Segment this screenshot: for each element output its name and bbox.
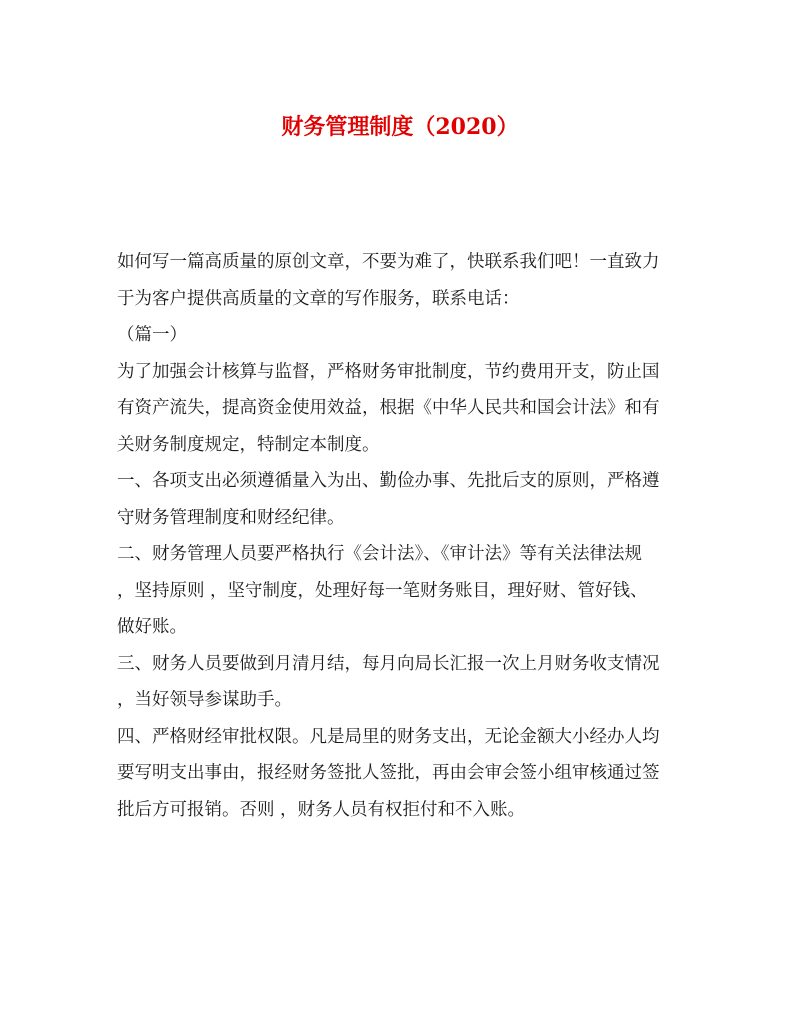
document-title: 财务管理制度（2020） (281, 114, 519, 140)
body-text-line: （篇一） (117, 325, 187, 345)
body-text-line: ，坚持原则 ，坚守制度，处理好每一笔财务账目，理好财、管好钱、 (117, 580, 648, 601)
body-text-line: 要写明支出事由，报经财务签批人签批，再由会审会签小组审核通过签 (117, 763, 660, 783)
body-text-line: 做好账。 (117, 617, 187, 637)
body-text-line: 如何写一篇高质量的原创文章，不要为难了，快联系我们吧！一直致力 (117, 252, 660, 272)
body-text-line: 为了加强会计核算与监督，严格财务审批制度，节约费用开支，防止国 (117, 361, 660, 382)
document-body (117, 244, 707, 828)
body-text-line: 四、严格财经审批权限。凡是局里的财务支出，无论金额大小经办人均 (117, 726, 660, 747)
body-text-line: ，当好领导参谋助手。 (117, 690, 292, 710)
body-text-line: 二、财务管理人员要严格执行《会计法》、《审计法》等有关法律法规 (117, 544, 642, 564)
body-text-line: 三、财务人员要做到月清月结，每月向局长汇报一次上月财务收支情况 (117, 653, 660, 674)
body-text-line: 一、各项支出必须遵循量入为出、勤俭办事、先批后支的原则，严格遵 (117, 471, 660, 491)
body-text-line: 批后方可报销。否则 ，财务人员有权拒付和不入账。 (117, 799, 526, 820)
body-text-line: 于为客户提供高质量的文章的写作服务，联系电话： (117, 288, 520, 309)
body-text-line: 守财务管理制度和财经纪律。 (117, 507, 345, 528)
body-text-line: 有资产流失，提高资金使用效益，根据《中华人民共和国会计法》和有 (117, 398, 660, 418)
body-text-line: 关财务制度规定，特制定本制度。 (117, 434, 380, 455)
